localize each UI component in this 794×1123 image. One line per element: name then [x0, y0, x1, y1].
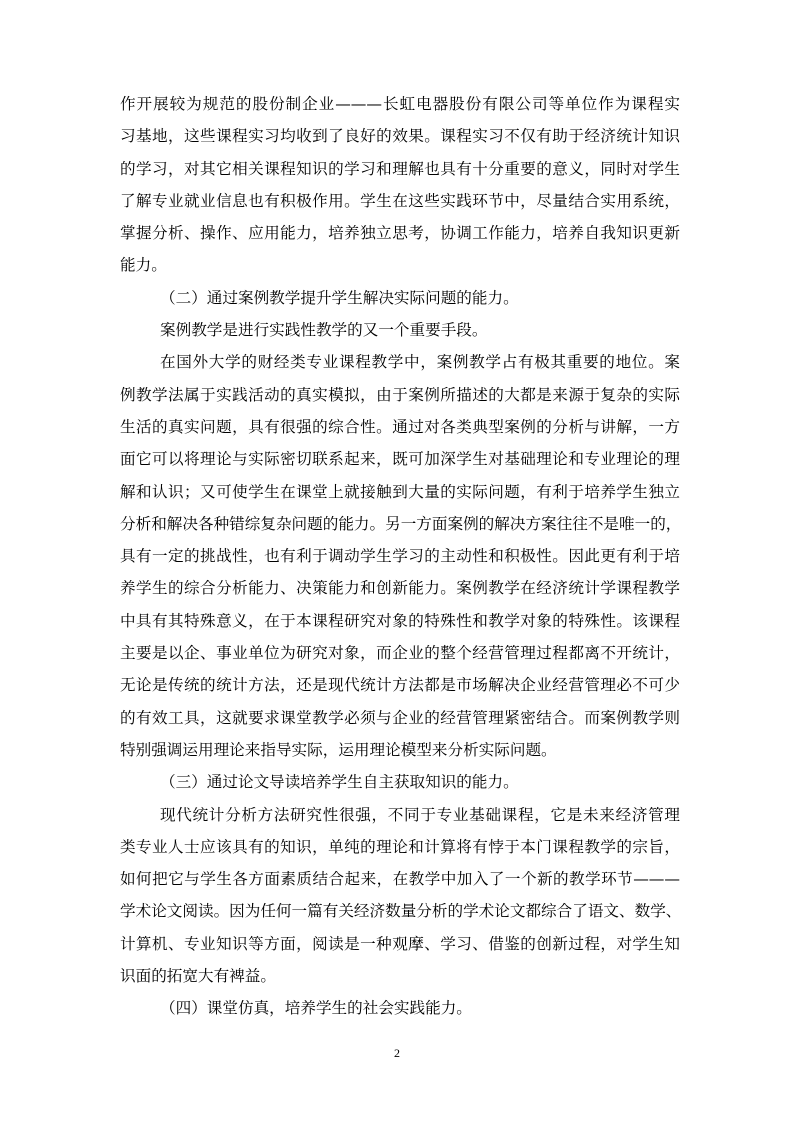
- text-line: 的有效工具，这就要求课堂教学必须与企业的经营管理紧密结合。而案例教学则: [120, 708, 680, 727]
- text-line: 生活的真实问题，具有很强的综合性。通过对各类典型案例的分析与讲解，一方: [120, 417, 680, 436]
- paragraph: [120, 88, 680, 282]
- text-line: 面它可以将理论与实际密切联系起来，既可加深学生对基础理论和专业理论的理: [120, 450, 680, 469]
- page-number: 2: [394, 1046, 400, 1060]
- text-line: 掌握分析、操作、应用能力，培养独立思考，协调工作能力，培养自我知识更新: [120, 224, 680, 243]
- text-line: （三）通过论文导读培养学生自主获取知识的能力。: [160, 773, 519, 792]
- text-line: 类专业人士应该具有的知识，单纯的理论和计算将有悖于本门课程教学的宗旨，: [120, 837, 680, 856]
- text-line: 学术论文阅读。因为任何一篇有关经济数量分析的学术论文都综合了语文、数学、: [120, 902, 682, 921]
- paragraph: [120, 282, 680, 314]
- text-line: 计算机、专业知识等方面，阅读是一种观摩、学习、借鉴的创新过程，对学生知: [120, 934, 680, 953]
- text-line: （二）通过案例教学提升学生解决实际问题的能力。: [160, 288, 519, 307]
- paragraph: [120, 992, 680, 1024]
- text-line: 的学习，对其它相关课程知识的学习和理解也具有十分重要的意义，同时对学生: [120, 159, 680, 178]
- text-line: 解和认识；又可使学生在课堂上就接触到大量的实际问题，有利于培养学生独立: [120, 482, 680, 501]
- text-line: 案例教学是进行实践性教学的又一个重要手段。: [160, 321, 488, 340]
- text-line: （四）课堂仿真，培养学生的社会实践能力。: [160, 999, 472, 1018]
- text-line: 识面的拓宽大有裨益。: [120, 967, 276, 986]
- text-line: 特别强调运用理论来指导实际，运用理论模型来分析实际问题。: [120, 740, 557, 759]
- text-line: 作开展较为规范的股份制企业———长虹电器股份有限公司等单位作为课程实: [120, 95, 680, 113]
- paragraph: [120, 346, 680, 766]
- text-line: 习基地，这些课程实习均收到了良好的效果。课程实习不仅有助于经济统计知识: [120, 127, 680, 146]
- paragraph: [120, 799, 680, 993]
- text-line: 具有一定的挑战性，也有利于调动学生学习的主动性和积极性。因此更有利于培: [120, 547, 680, 566]
- text-line: 如何把它与学生各方面素质结合起来，在教学中加入了一个新的教学环节———: [120, 870, 680, 889]
- text-line: 主要是以企、事业单位为研究对象，而企业的整个经营管理过程都离不开统计，: [120, 644, 680, 663]
- paragraph: [120, 766, 680, 798]
- text-line: 例教学法属于实践活动的真实模拟，由于案例所描述的大都是来源于复杂的实际: [120, 385, 680, 404]
- body-text: [120, 88, 680, 1025]
- text-line: 在国外大学的财经类专业课程教学中，案例教学占有极其重要的地位。案: [160, 353, 680, 372]
- text-line: 现代统计分析方法研究性很强，不同于专业基础课程，它是未来经济管理: [160, 805, 680, 824]
- text-line: 中具有其特殊意义，在于本课程研究对象的特殊性和教学对象的特殊性。该课程: [120, 611, 680, 630]
- text-line: 了解专业就业信息也有积极作用。学生在这些实践环节中，尽量结合实用系统，: [120, 191, 680, 210]
- paragraph: [120, 314, 680, 346]
- text-line: 分析和解决各种错综复杂问题的能力。另一方面案例的解决方案往往不是唯一的，: [120, 514, 682, 533]
- text-line: 能力。: [120, 256, 167, 275]
- text-line: 养学生的综合分析能力、决策能力和创新能力。案例教学在经济统计学课程教学: [120, 579, 680, 598]
- text-line: 无论是传统的统计方法，还是现代统计方法都是市场解决企业经营管理必不可少: [120, 676, 680, 695]
